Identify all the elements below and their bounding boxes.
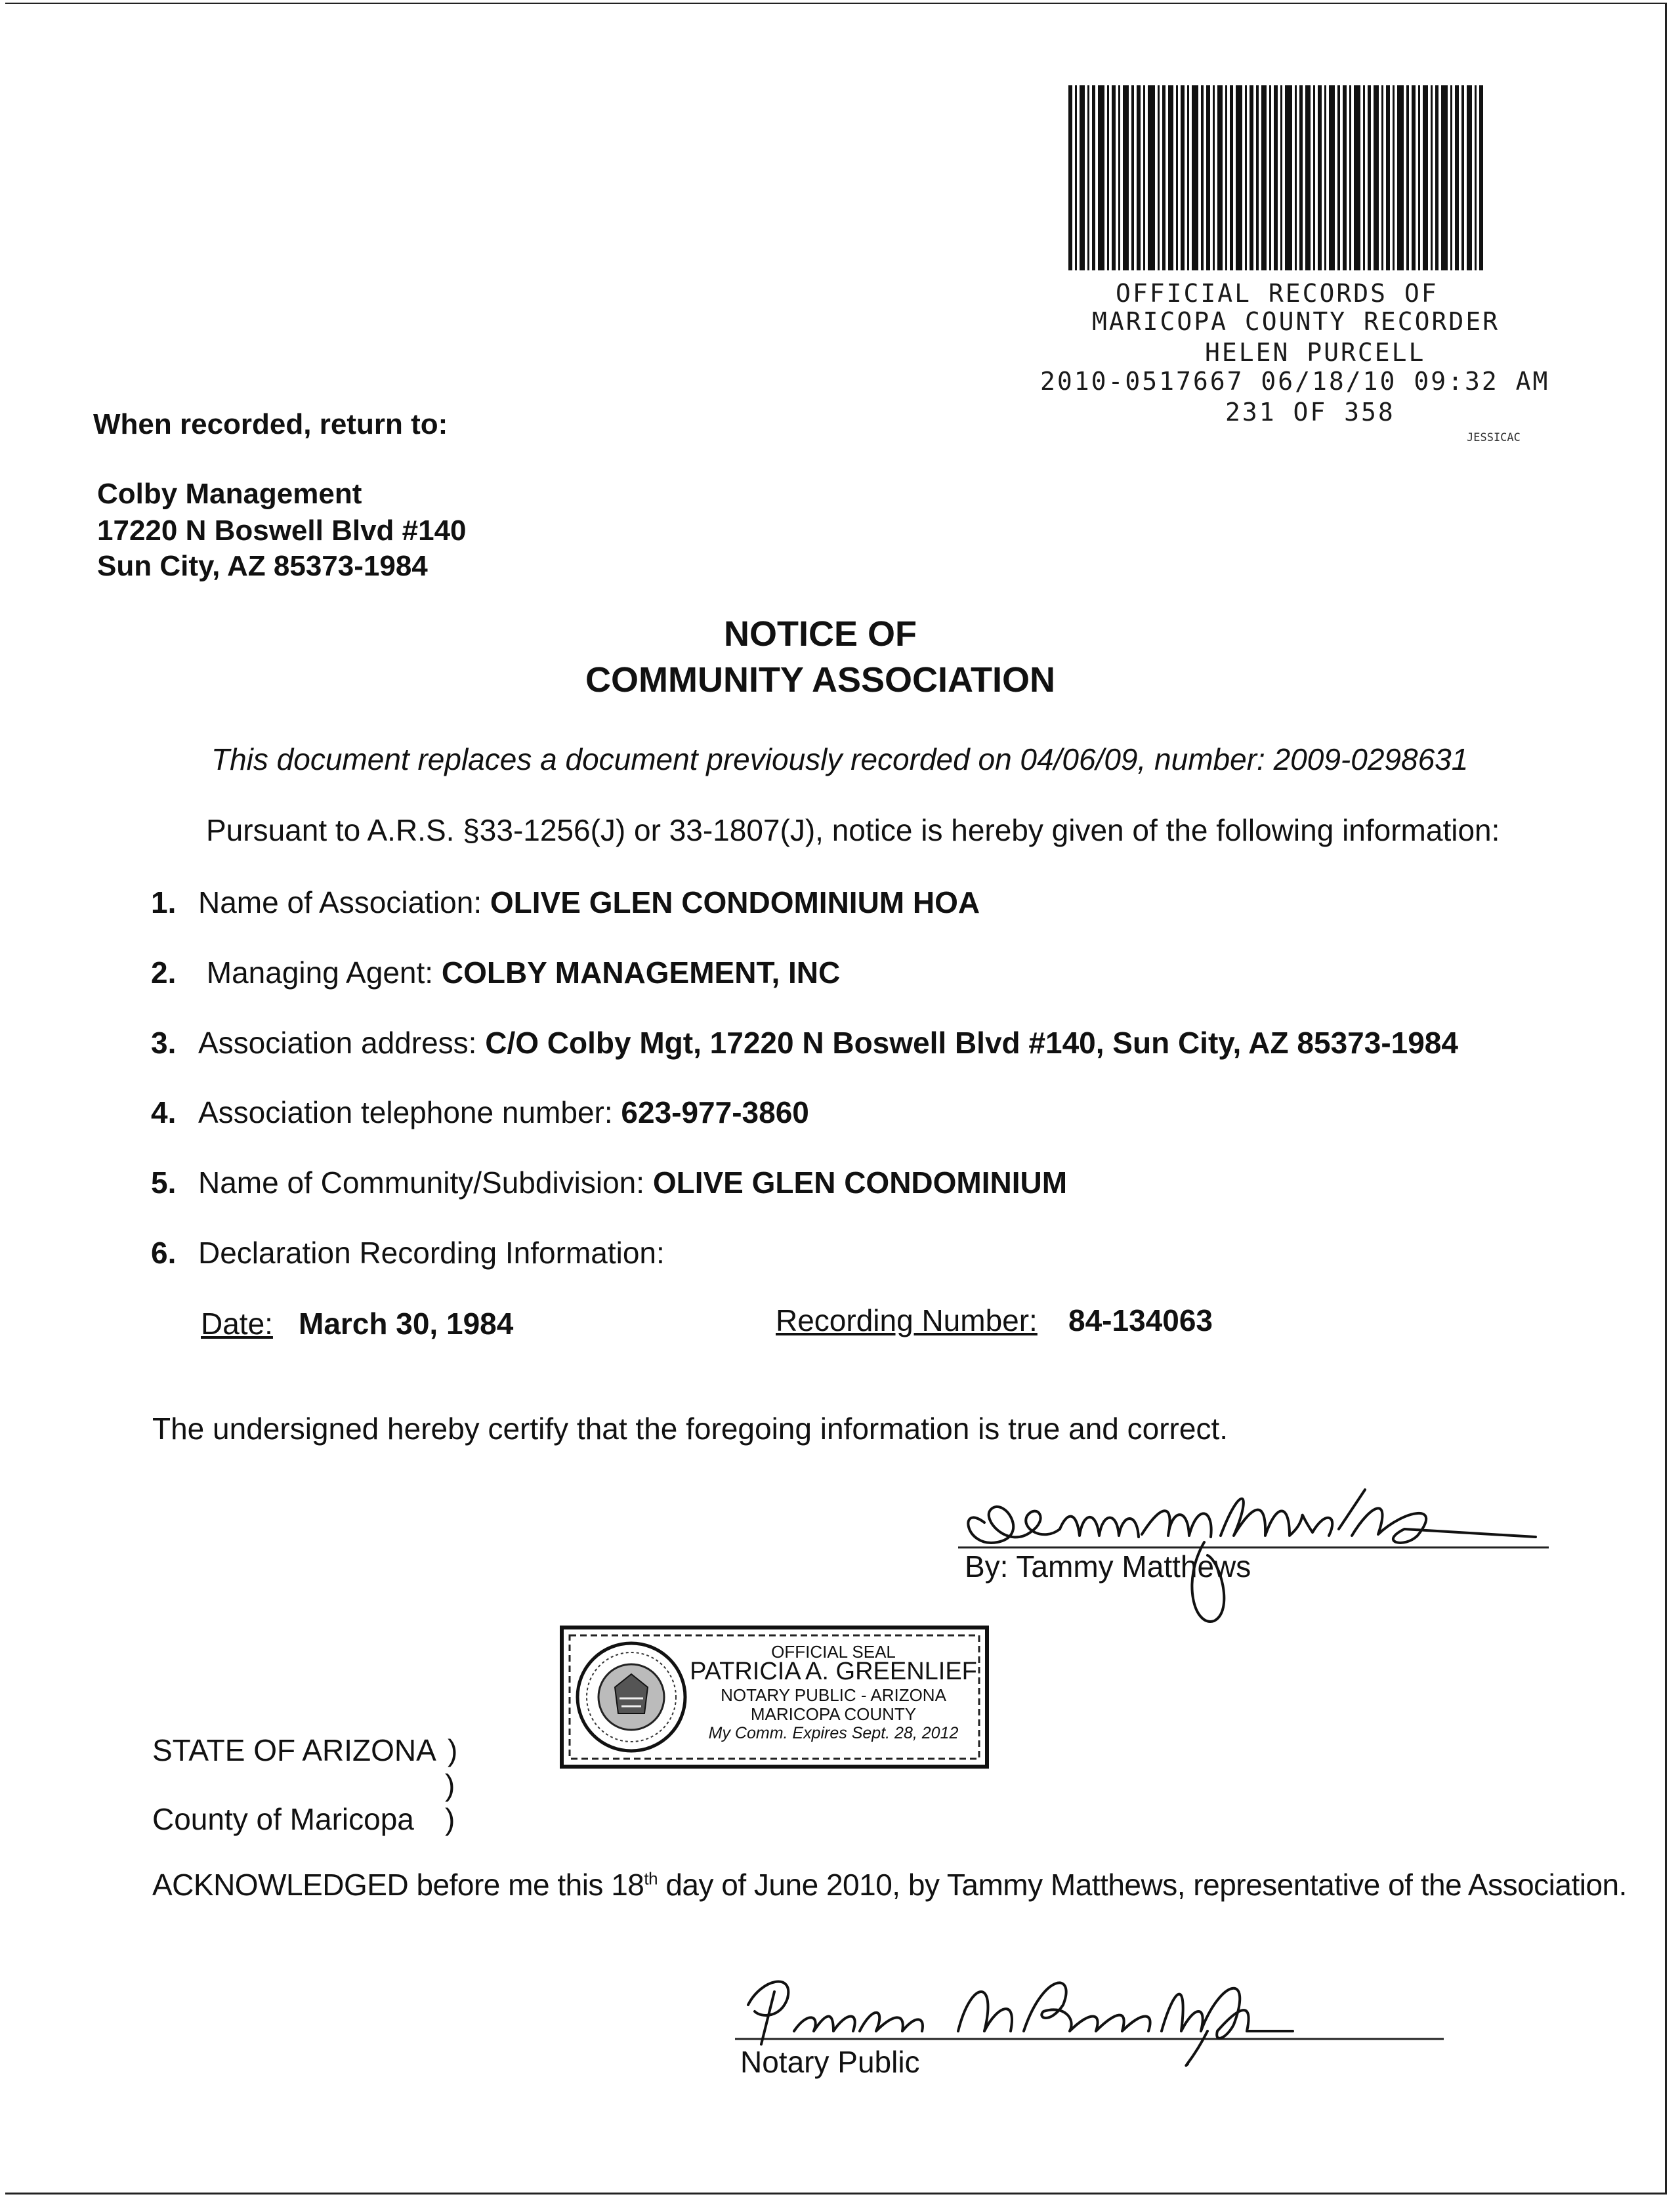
item-number: 1. <box>151 885 177 919</box>
item-value: COLBY MANAGEMENT, INC <box>441 956 841 990</box>
list-item <box>151 1025 1458 1060</box>
ack-after: day of June 2010, by Tammy Matthews, representative of the Association. <box>658 1868 1627 1902</box>
recording-number-label: Recording Number: <box>776 1303 1038 1337</box>
notary-public-label: Notary Public <box>740 2045 920 2079</box>
item-value: 623-977-3860 <box>621 1095 809 1129</box>
signer-name: By: Tammy Matthews <box>965 1549 1251 1584</box>
document-title-line-1: NOTICE OF <box>724 614 917 654</box>
declaration-date-label: Date: <box>201 1307 273 1341</box>
list-item <box>151 1165 1067 1200</box>
item-number: 3. <box>151 1026 177 1060</box>
item-label: Association address: <box>198 1026 486 1060</box>
return-to-label: When recorded, return to: <box>93 408 448 440</box>
ack-superscript: th <box>644 1868 658 1889</box>
certification-statement: The undersigned hereby certify that the foregoing information is true and correct. <box>152 1412 1228 1446</box>
item-number: 4. <box>151 1095 177 1129</box>
recorder-clerk: JESSICAC <box>1467 431 1521 444</box>
item-value: OLIVE GLEN CONDOMINIUM <box>652 1166 1068 1200</box>
recorder-line-5: 231 OF 358 <box>1225 398 1395 427</box>
barcode <box>1068 85 1483 270</box>
recorder-line-3: HELEN PURCELL <box>1205 338 1426 367</box>
item-value: OLIVE GLEN CONDOMINIUM HOA <box>490 885 980 919</box>
item-label: Association telephone number: <box>198 1095 621 1129</box>
item-label: Managing Agent: <box>198 956 442 990</box>
item-number: 5. <box>151 1166 177 1200</box>
item-label: Name of Association: <box>198 885 490 919</box>
return-to-name: Colby Management <box>97 478 362 510</box>
seal-line-2: PATRICIA A. GREENLIEF <box>690 1658 977 1685</box>
item-number: 2. <box>151 956 177 990</box>
recorder-line-2: MARICOPA COUNTY RECORDER <box>1092 307 1500 336</box>
return-to-street: 17220 N Boswell Blvd #140 <box>97 514 467 547</box>
venue-paren: ) <box>445 1802 455 1836</box>
return-to-city: Sun City, AZ 85373-1984 <box>97 550 428 582</box>
venue-state: STATE OF ARIZONA <box>152 1733 436 1767</box>
list-item <box>151 1095 809 1130</box>
seal-line-1: OFFICIAL SEAL <box>771 1642 896 1662</box>
recorder-line-1: OFFICIAL RECORDS OF <box>1116 279 1438 308</box>
pursuant-statement: Pursuant to A.R.S. §33-1256(J) or 33-1807(J), notice is hereby given of the following information: <box>206 813 1500 847</box>
item-value: C/O Colby Mgt, 17220 N Boswell Blvd #140, Sun City, AZ 85373-1984 <box>485 1026 1458 1060</box>
ack-before: ACKNOWLEDGED before me this 18 <box>152 1868 644 1902</box>
venue-paren: ) <box>448 1733 458 1767</box>
seal-line-5: My Comm. Expires Sept. 28, 2012 <box>708 1724 959 1742</box>
seal-line-4: MARICOPA COUNTY <box>750 1704 917 1724</box>
list-item <box>151 885 980 920</box>
replaces-note: This document replaces a document previously recorded on 04/06/09, number: 2009-0298631 <box>211 742 1469 776</box>
list-item <box>151 1235 665 1270</box>
recording-number-value: 84-134063 <box>1068 1303 1213 1337</box>
item-label: Name of Community/Subdivision: <box>198 1166 653 1200</box>
venue-county: County of Maricopa <box>152 1802 414 1836</box>
recorder-line-4: 2010-0517667 06/18/10 09:32 AM <box>1040 367 1550 396</box>
venue-paren: ) <box>445 1768 455 1802</box>
document-title-line-2: COMMUNITY ASSOCIATION <box>585 660 1055 700</box>
list-item <box>151 955 840 990</box>
item-label: Declaration Recording Information: <box>198 1236 665 1270</box>
item-number: 6. <box>151 1236 177 1270</box>
seal-line-3: NOTARY PUBLIC - ARIZONA <box>721 1685 946 1705</box>
acknowledgement-statement <box>152 1867 1627 1902</box>
declaration-date-value: March 30, 1984 <box>299 1307 514 1341</box>
